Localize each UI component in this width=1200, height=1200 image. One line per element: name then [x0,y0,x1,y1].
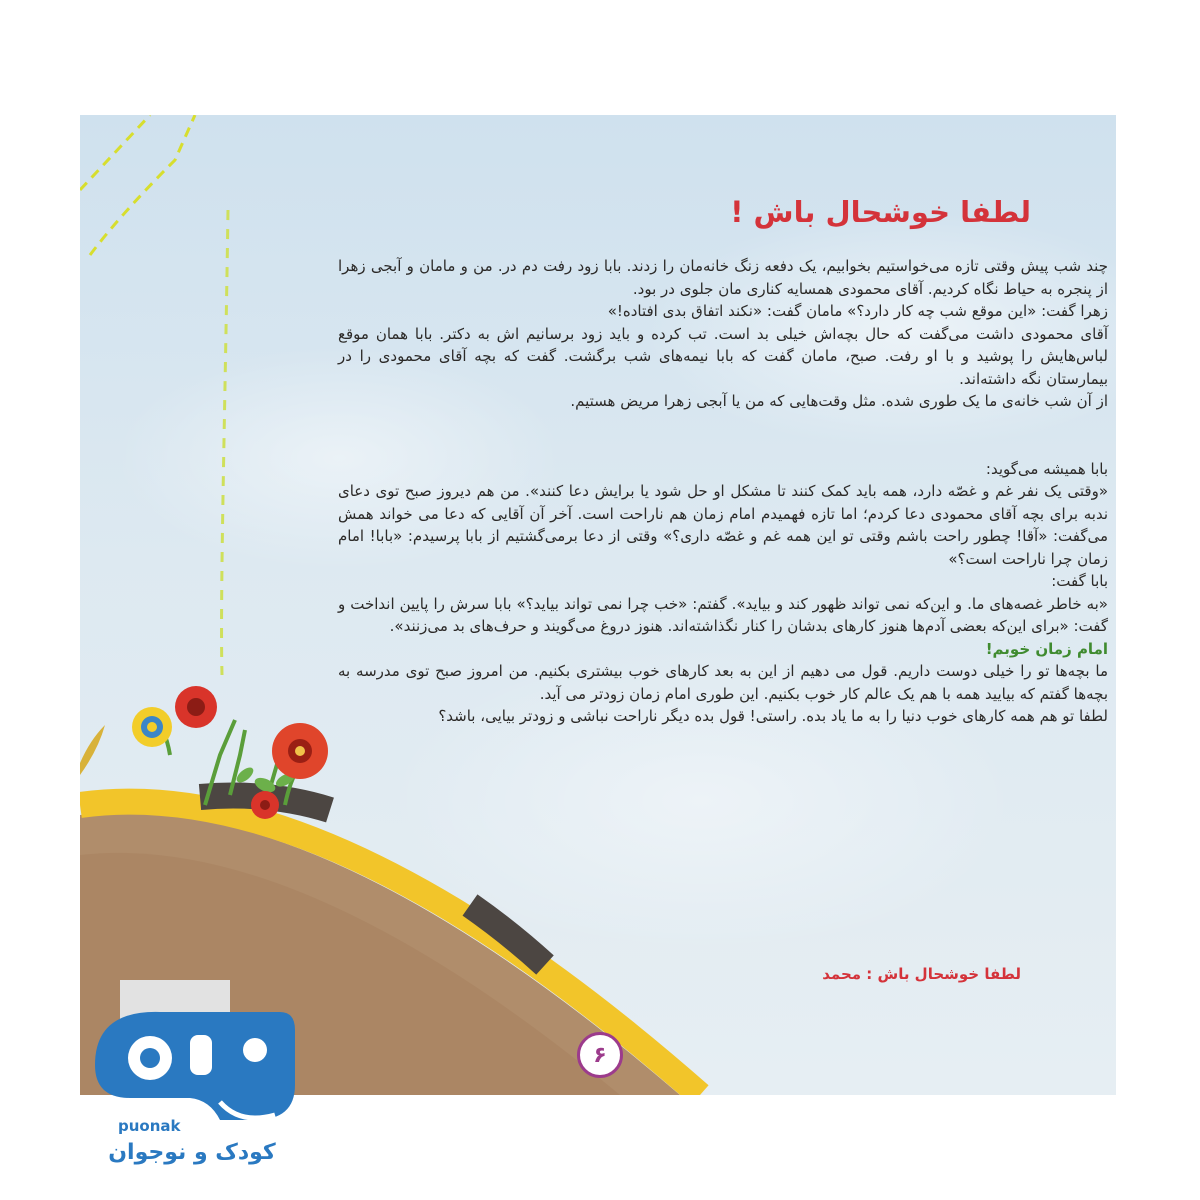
paragraph: ما بچه‌ها تو را خیلی دوست داریم. قول می دهیم از این به بعد کارهای خوب بیشتری بکنیم. من امروز صبح توی مدرسه به بچه‌ها گفتم که بیایید همه با هم یک عالم کار خوب بکنیم. این طوری امام زمان زودتر می آید. [338,662,1108,703]
flower-red-top [175,686,217,728]
subheading: امام زمان خوبم! [985,639,1108,658]
spacer [338,413,1108,458]
paragraph: «وقتی یک نفر غم و غصّه دارد، همه باید کمک کنند تا مشکل او حل شود یا برایش دعا کنند». من هم دیروز صبح توی دعای ندبه برای بچه آقای محمودی دعا کردم؛ اما تازه فهمیدم امام زمان هم ناراحت است. آخر آن آقایی که دعا می خواند همش می‌گفت: «آقا! چطور راحت باشم وقتی تو این همه غم و غصّه داری؟» وقتی از دعا برمی‌گشتیم از بابا پرسیدم: «بابا! امام زمان چرا ناراحت است؟» [338,482,1108,568]
kite-string-2 [90,115,195,255]
brand-latin: puonak [118,1117,181,1135]
kite-string-1 [80,115,150,190]
paragraph: زهرا گفت: «این موقع شب چه کار دارد؟» مامان گفت: «نکند اتفاق بدی افتاده!» [607,302,1108,320]
paragraph: آقای محمودی داشت می‌گفت که حال بچه‌اش خیلی بد است. تب کرده و باید زود برسانیم اش به دکتر. بابا همان موقع لباس‌هایش را پوشید و با او رفت. صبح، مامان گفت که بابا نیمه‌های شب برگشت. گفت که بچه آقای محمودی را در بیمارستان نگه داشته‌اند. [338,324,1108,388]
brand-logo-icon [70,990,300,1130]
kite-string-3 [222,210,228,675]
signature: لطفا خوشحال باش : محمد [822,965,1021,983]
leaf-tip [80,725,105,775]
book-page [80,115,1116,1095]
flower-red-big [272,723,328,779]
flower-red-small [251,791,279,819]
paragraph: «به خاطر غصه‌های ما. و این‌که نمی تواند ظهور کند و بیاید». گفتم: «خب چرا نمی تواند بیاید؟» بابا سرش را پایین انداخت و گفت: «برای این‌که بعضی آدم‌ها هنوز کارهای بدشان را کنار نگذاشته‌اند. هنوز دروغ می‌گویند و حرف‌های بد می‌زنند». [338,594,1108,635]
paragraph: چند شب پیش وقتی تازه می‌خواستیم بخوابیم، یک دفعه زنگ خانه‌مان را زدند. بابا زود رفت دم در. من و مامان و آبجی زهرا از پنجره به حیاط نگاه کردیم. آقای محمودی همسایه کناری مان جلوی در بود. [338,257,1108,298]
paragraph: بابا همیشه می‌گوید: [985,459,1108,478]
paragraph: لطفا تو هم همه کارهای خوب دنیا را به ما یاد بده. راستی! قول بده دیگر ناراحت نباشی و زودتر بیایی، باشد؟ [438,707,1108,725]
flower-yellow [132,707,172,747]
story-text [338,255,1108,728]
paragraph: از آن شب خانه‌ی ما یک طوری شده. مثل وقت‌هایی که من یا آبجی زهرا مریض هستیم. [570,392,1108,410]
brand-tagline: کودک و نوجوان [108,1140,276,1165]
page-number: ۶ [577,1032,623,1078]
story-title: لطفا خوشحال باش ! [730,195,1031,229]
paragraph: بابا گفت: [1051,572,1108,590]
